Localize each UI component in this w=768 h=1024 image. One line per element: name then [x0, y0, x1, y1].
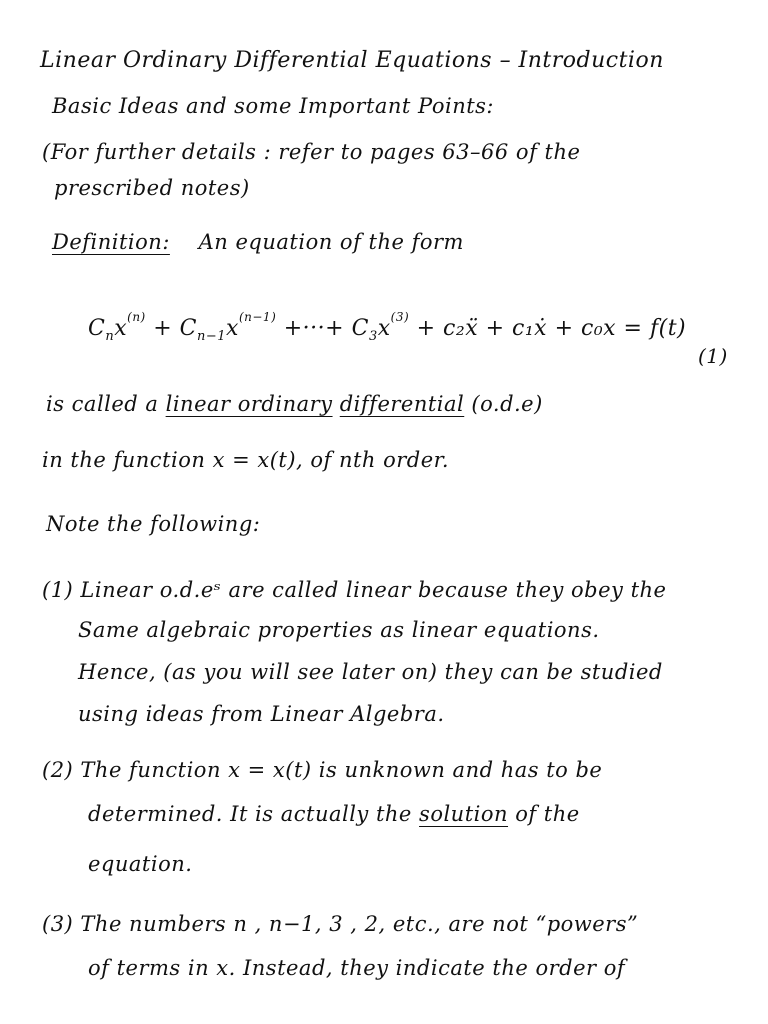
coef-cn: C — [88, 316, 106, 341]
point-1-line-2: Same algebraic properties as linear equations. — [78, 618, 600, 642]
reference-line-2: prescribed notes) — [54, 176, 250, 200]
coef-cn1-sub: n−1 — [197, 329, 227, 344]
coef-cn1: C — [179, 316, 197, 341]
point-2-text-a: determined. It is actually the — [88, 802, 420, 826]
equation-1 — [88, 310, 686, 344]
called-prefix: is called a — [46, 392, 166, 416]
point-1-line-3: Hence, (as you will see later on) they can be studied — [78, 660, 663, 684]
var-x-n: x — [114, 316, 128, 341]
equation-tail: + c₂ẍ + c₁ẋ + c₀x = f(t) — [409, 316, 687, 341]
function-line: in the function x = x(t), of nth order. — [42, 448, 450, 472]
order-3: (3) — [390, 310, 410, 324]
ode-abbrev: (o.d.e) — [464, 392, 543, 416]
coef-c3: C — [351, 316, 369, 341]
point-3-line-2: of terms in x. Instead, they indicate the order of — [88, 956, 626, 980]
underlined-differential: differential — [339, 392, 465, 416]
note-label: Note the following: — [46, 512, 261, 536]
point-1-line-4: using ideas from Linear Algebra. — [78, 702, 445, 726]
called-line — [46, 392, 543, 416]
coef-c3-sub: 3 — [368, 329, 378, 344]
point-2-line-2 — [88, 802, 580, 826]
point-3-line-1: (3) The numbers n , n−1, 3 , 2, etc., are not “powers” — [42, 912, 639, 936]
point-2-text-b: of the — [508, 802, 580, 826]
order-n1: (n−1) — [238, 310, 277, 324]
point-2-line-3: equation. — [88, 852, 193, 876]
page-title: Linear Ordinary Differential Equations – Introduction — [40, 48, 664, 73]
underlined-solution: solution — [419, 802, 509, 826]
plus-sign: + — [145, 316, 180, 341]
page-subtitle: Basic Ideas and some Important Points: — [52, 94, 495, 118]
var-x-3: x — [377, 316, 391, 341]
order-n: (n) — [127, 310, 146, 324]
point-2-line-1: (2) The function x = x(t) is unknown and has to be — [42, 758, 603, 782]
definition-intro: An equation of the form — [198, 230, 464, 254]
called-space — [333, 392, 340, 416]
var-x-n1: x — [226, 316, 239, 341]
ellipsis: +···+ — [276, 316, 352, 341]
coef-cn-sub: n — [105, 329, 115, 344]
reference-line-1: (For further details : refer to pages 63–66 of the — [42, 140, 581, 164]
equation-number: (1) — [698, 344, 728, 368]
definition-line — [52, 230, 464, 254]
point-1-line-1: (1) Linear o.d.eˢ are called linear because they obey the — [42, 578, 667, 602]
underlined-linear-ordinary: linear ordinary — [165, 392, 333, 416]
definition-label: Definition: — [52, 230, 170, 254]
